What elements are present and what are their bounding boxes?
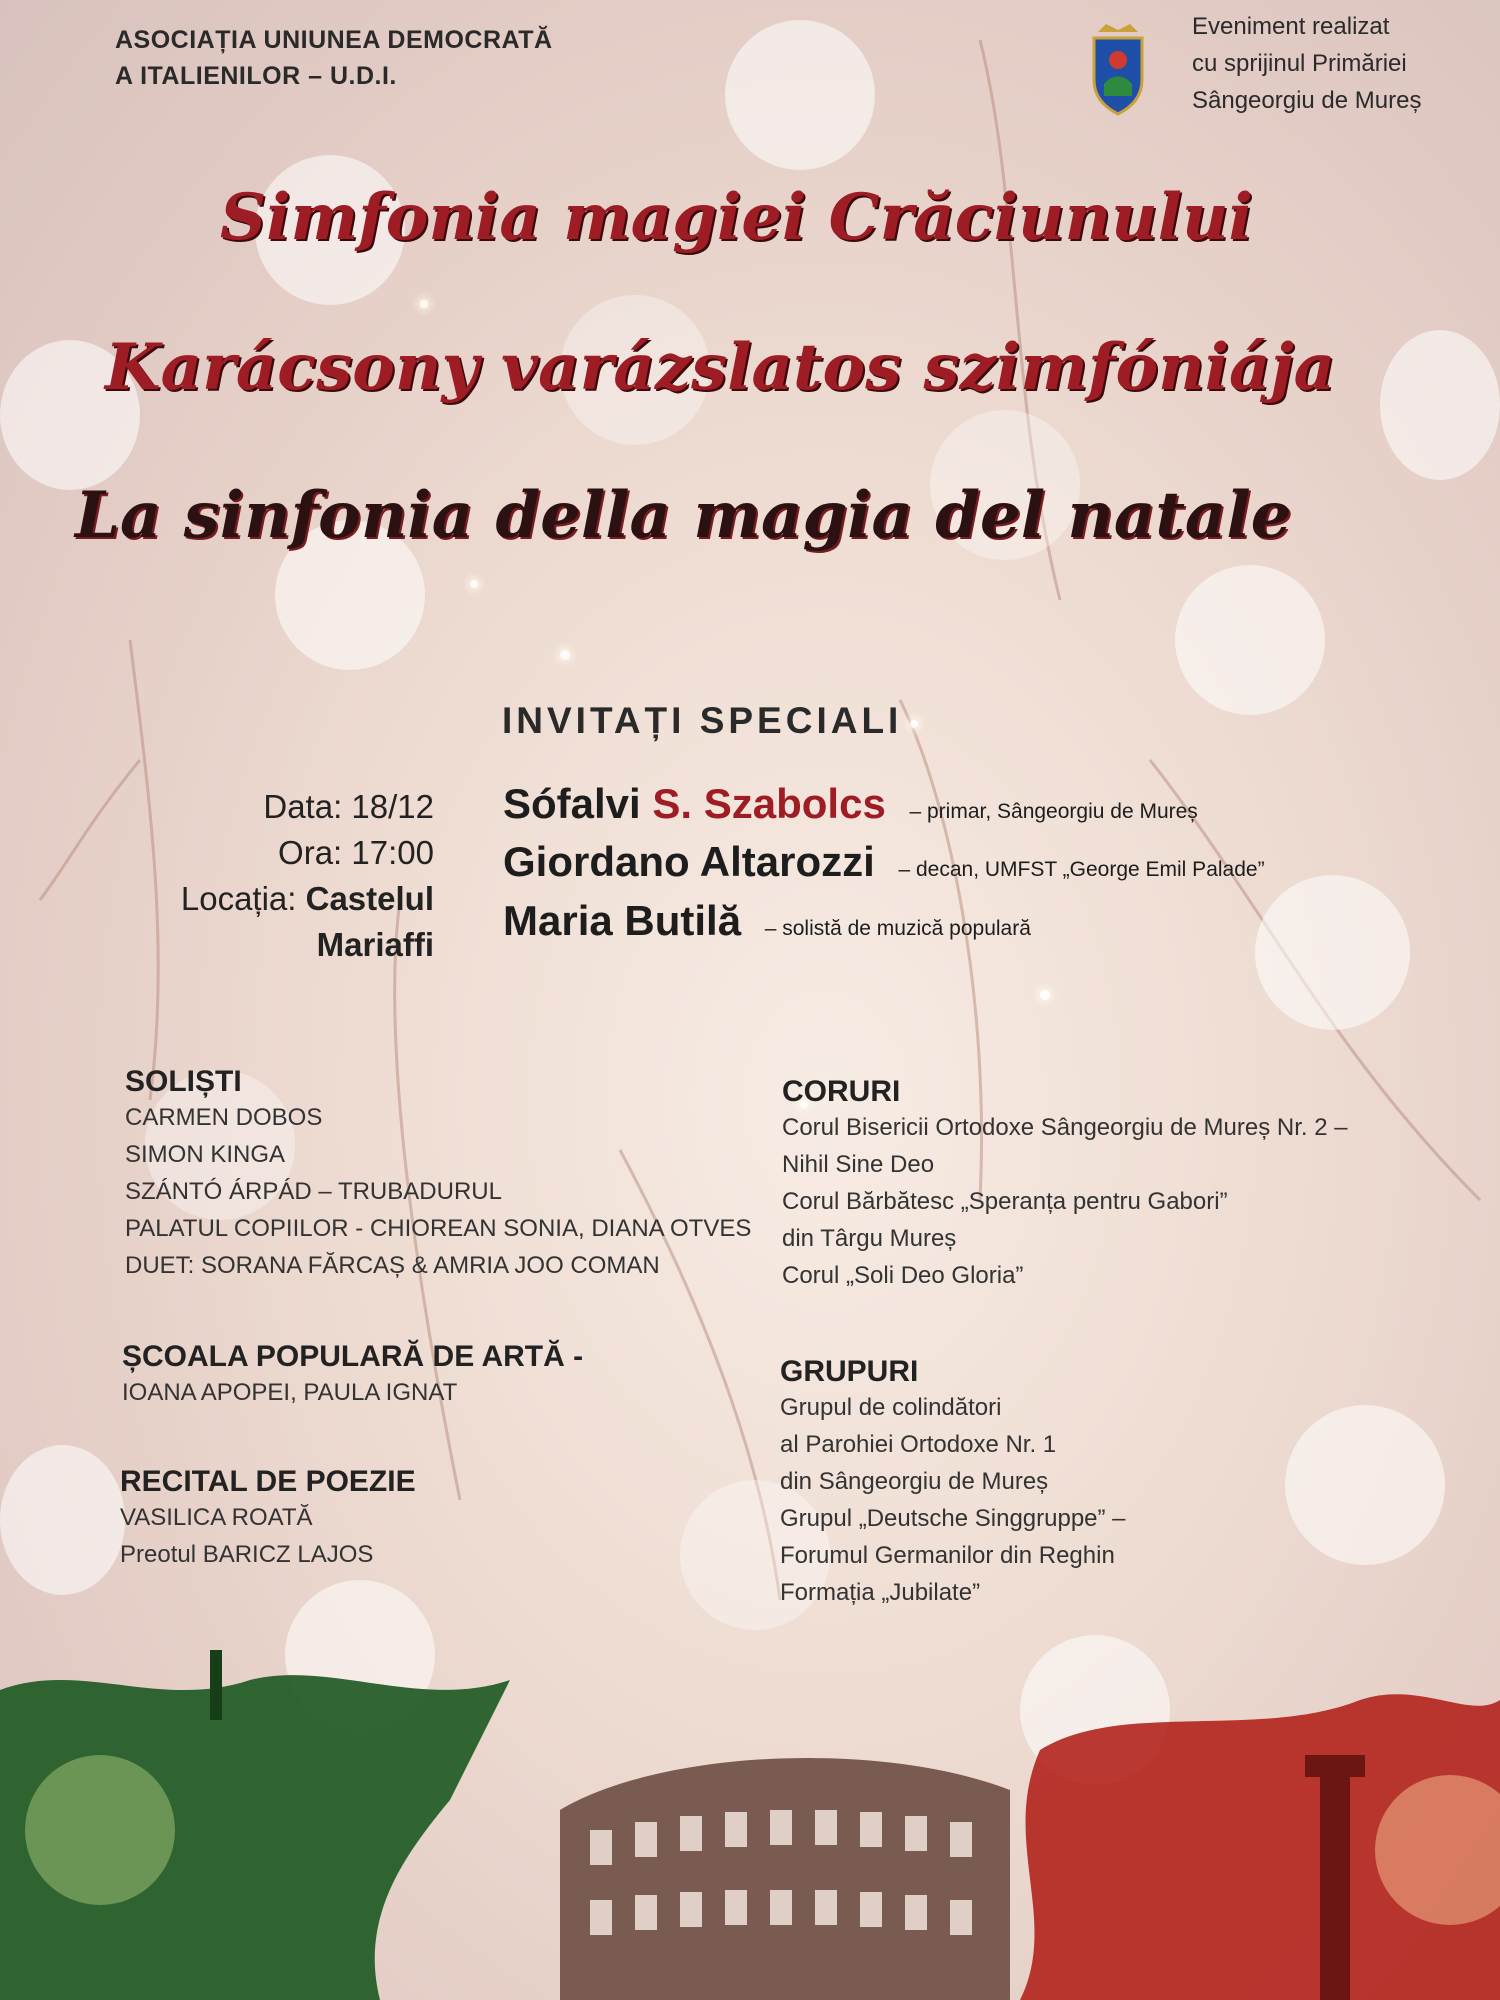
choir-item: Corul „Soli Deo Gloria” bbox=[782, 1262, 1024, 1289]
time-value: 17:00 bbox=[351, 834, 434, 871]
guest-role: – solistă de muzică populară bbox=[764, 917, 1031, 940]
date-value: 18/12 bbox=[351, 788, 434, 825]
bokeh-light bbox=[1175, 565, 1325, 715]
title-romanian: Simfonia magiei Crăciunului bbox=[220, 180, 1253, 255]
group-item: Forumul Germanilor din Reghin bbox=[780, 1542, 1115, 1569]
choir-item: Corul Bisericii Ortodoxe Sângeorgiu de Mureș Nr. 2 – bbox=[782, 1114, 1348, 1141]
soloist-item: DUET: SORANA FĂRCAȘ & AMRIA JOO COMAN bbox=[125, 1252, 660, 1279]
location-label: Locația: bbox=[180, 880, 297, 917]
art-school-heading: ȘCOALA POPULARĂ DE ARTĂ - bbox=[122, 1340, 584, 1373]
groups-section bbox=[780, 1355, 1126, 1611]
time-label: Ora: bbox=[278, 834, 343, 871]
title-italian: La sinfonia della magia del natale bbox=[75, 478, 1292, 553]
group-item: Grupul de colindători bbox=[780, 1394, 1002, 1421]
guest-name: Giordano Altarozzi bbox=[503, 838, 875, 885]
guest-entry bbox=[503, 838, 1265, 886]
organization-line: ASOCIAȚIA UNIUNEA DEMOCRATĂ bbox=[115, 26, 553, 54]
poetry-item: VASILICA ROATĂ bbox=[120, 1504, 313, 1531]
event-details bbox=[181, 784, 434, 968]
bokeh-light bbox=[1285, 1405, 1445, 1565]
red-flag-stroke bbox=[1000, 1660, 1500, 2000]
sponsor-line: Sângeorgiu de Mureș bbox=[1192, 87, 1422, 114]
green-flag-stroke bbox=[0, 1620, 520, 2000]
group-item: al Parohiei Ortodoxe Nr. 1 bbox=[780, 1431, 1057, 1458]
colosseum-illustration bbox=[540, 1730, 1020, 2000]
choirs-section bbox=[782, 1075, 1348, 1294]
sparkle bbox=[560, 650, 570, 660]
sparkle bbox=[910, 720, 918, 728]
guest-role: – primar, Sângeorgiu de Mureș bbox=[909, 800, 1198, 823]
location-value-cont: Mariaffi bbox=[316, 926, 434, 963]
art-school-item: IOANA APOPEI, PAULA IGNAT bbox=[122, 1379, 458, 1406]
group-item: Formația „Jubilate” bbox=[780, 1579, 981, 1606]
bokeh-light bbox=[1380, 330, 1500, 480]
soloist-item: SIMON KINGA bbox=[125, 1141, 286, 1168]
event-time bbox=[181, 830, 434, 876]
organization-name bbox=[115, 22, 553, 94]
event-location bbox=[181, 876, 434, 922]
poetry-item: Preotul BARICZ LAJOS bbox=[120, 1541, 374, 1568]
soloist-item: SZÁNTÓ ÁRPÁD – TRUBADURUL bbox=[125, 1178, 502, 1205]
group-item: din Sângeorgiu de Mureș bbox=[780, 1468, 1049, 1495]
group-item: Grupul „Deutsche Singgruppe” – bbox=[780, 1505, 1126, 1532]
choir-item: Corul Bărbătesc „Speranța pentru Gabori” bbox=[782, 1188, 1228, 1215]
soloist-item: PALATUL COPIILOR - CHIOREAN SONIA, DIANA OTVES bbox=[125, 1215, 752, 1242]
poetry-heading: RECITAL DE POEZIE bbox=[120, 1465, 416, 1498]
choirs-heading: CORURI bbox=[782, 1075, 901, 1108]
location-value: Castelul bbox=[305, 880, 434, 917]
title-hungarian: Karácsony varázslatos szimfóniája bbox=[105, 330, 1336, 405]
choir-item: Nihil Sine Deo bbox=[782, 1151, 935, 1178]
guest-name-last: S. Szabolcs bbox=[652, 780, 886, 827]
sparkle bbox=[470, 580, 478, 588]
bokeh-light bbox=[0, 1445, 125, 1595]
event-date bbox=[181, 784, 434, 830]
town-crest-icon bbox=[1088, 18, 1148, 118]
guest-entry bbox=[503, 780, 1198, 828]
sponsor-line: Eveniment realizat bbox=[1192, 13, 1390, 40]
organization-line: A ITALIENILOR – U.D.I. bbox=[115, 62, 397, 90]
guest-name: Maria Butilă bbox=[503, 897, 742, 944]
sparkle bbox=[1040, 990, 1050, 1000]
choir-item: din Târgu Mureș bbox=[782, 1225, 957, 1252]
date-label: Data: bbox=[263, 788, 343, 825]
bokeh-light bbox=[725, 20, 875, 170]
guest-role: – decan, UMFST „George Emil Palade” bbox=[898, 858, 1265, 881]
bokeh-light bbox=[1255, 875, 1410, 1030]
soloists-section bbox=[125, 1065, 751, 1284]
sparkle bbox=[420, 300, 428, 308]
special-guests-heading: INVITAȚI SPECIALI bbox=[502, 700, 903, 741]
art-school-section bbox=[122, 1340, 583, 1411]
sponsor-line: cu sprijinul Primăriei bbox=[1192, 50, 1407, 77]
sponsor-note bbox=[1192, 8, 1421, 119]
soloists-heading: SOLIȘTI bbox=[125, 1065, 242, 1098]
groups-heading: GRUPURI bbox=[780, 1355, 919, 1388]
guest-name-first: Sófalvi bbox=[503, 780, 641, 827]
guest-entry bbox=[503, 897, 1031, 945]
soloist-item: CARMEN DOBOS bbox=[125, 1104, 323, 1131]
poetry-section bbox=[120, 1465, 416, 1573]
